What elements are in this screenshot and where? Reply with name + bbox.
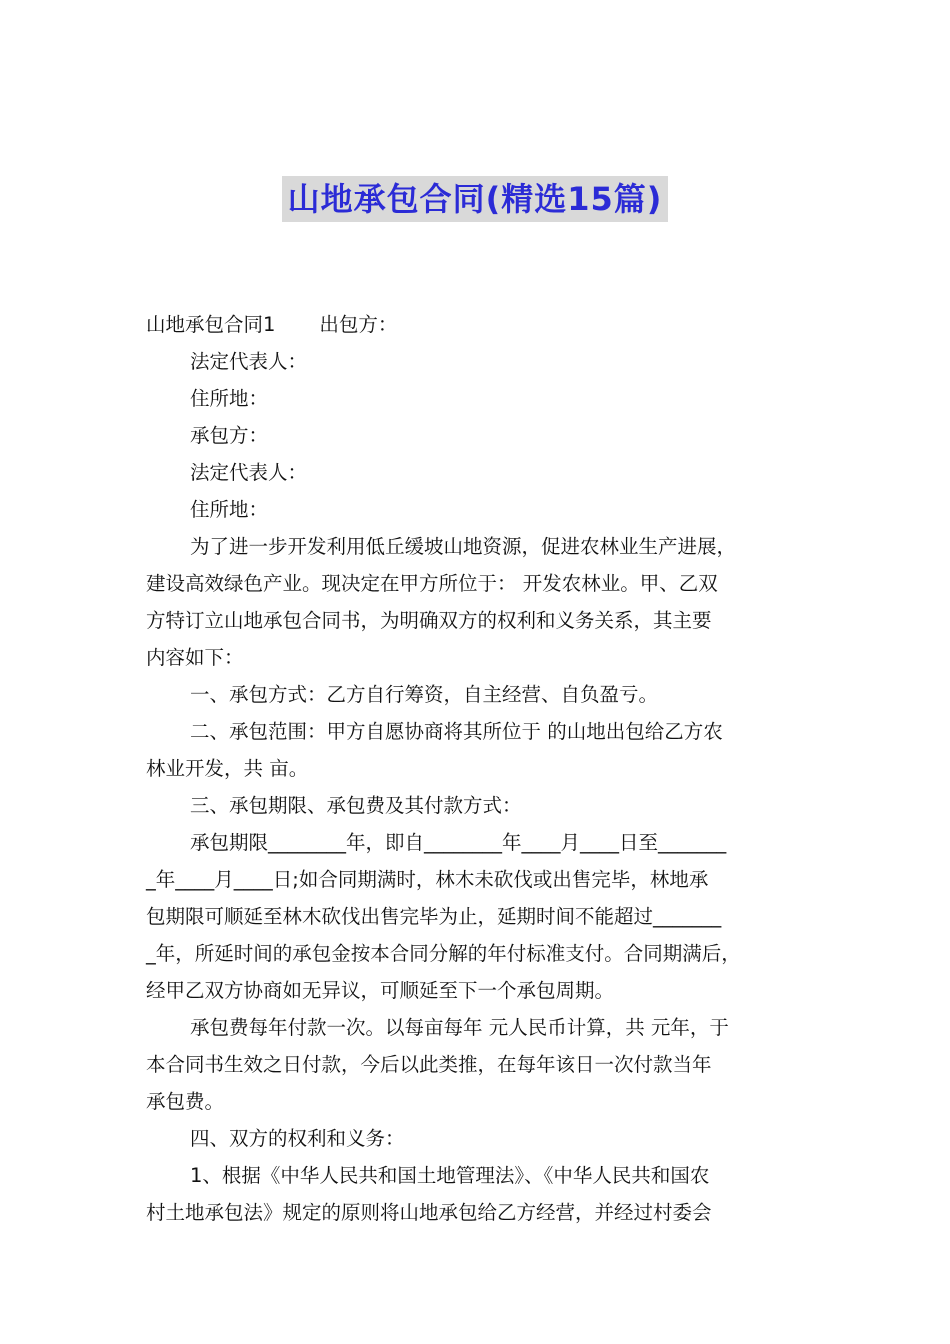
title-container [0,176,950,222]
paragraph-rights-heading [146,1120,811,1157]
paragraph-line: 承包期限________年，即自________年____月____日至_______ [190,831,727,854]
paragraph-line: _年，所延时间的承包金按本合同分解的年付标准支付。合同期满后， [146,942,741,965]
paragraph-contract-term [146,824,811,1009]
paragraph-line: 村土地承包法》规定的原则将山地承包给乙方经营，并经过村委会 [146,1201,712,1224]
paragraph-intro [146,528,811,676]
field-address: 住所地： [190,387,269,410]
paragraph-line: 四、双方的权利和义务： [190,1127,405,1150]
contract-number-label: 山地承包合同1 [146,313,276,336]
paragraph-line: 三、承包期限、承包费及其付款方式： [190,794,522,817]
paragraph-line: 方特订立山地承包合同书，为明确双方的权利和义务关系，其主要 [146,609,712,632]
paragraph-line: 为了进一步开发利用低丘缓坡山地资源，促进农林业生产进展， [190,535,737,558]
paragraph-contract-method [146,676,811,713]
paragraph-line: 内容如下： [146,646,244,669]
paragraph-rights-item-1 [146,1157,811,1231]
paragraph-line: 林业开发，共 亩。 [146,757,309,780]
paragraph-line: 二、承包范围：甲方自愿协商将其所位于 的山地出包给乙方农 [190,720,723,743]
field-legal-representative: 法定代表人： [190,350,308,373]
paragraph-line: 承包费。 [146,1090,225,1113]
paragraph-line: _年____月____日;如合同期满时，林木未砍伐或出售完毕，林地承 [146,868,709,891]
paragraph-line: 建设高效绿色产业。现决定在甲方所位于： 开发农林业。甲、乙双 [146,572,718,595]
paragraph-line: 本合同书生效之日付款，今后以此类推，在每年该日一次付款当年 [146,1053,712,1076]
paragraph-line: 承包费每年付款一次。以每亩每年 元人民币计算，共 元年，于 [190,1016,729,1039]
paragraph-term-heading [146,787,811,824]
paragraph-contract-fee [146,1009,811,1120]
document-body [146,306,811,1231]
paragraph-line: 包期限可顺延至林木砍伐出售完毕为止，延期时间不能超过_______ [146,905,722,928]
paragraph-contract-scope [146,713,811,787]
paragraph-line: 1、根据《中华人民共和国土地管理法》、《中华人民共和国农 [190,1164,710,1187]
paragraph-line: 一、承包方式：乙方自行筹资，自主经营、自负盈亏。 [190,683,659,706]
field-legal-representative-2: 法定代表人： [190,461,308,484]
contractor-field-label: 出包方： [319,313,398,336]
field-address-2: 住所地： [190,498,269,521]
paragraph-line: 经甲乙双方协商如无异议，可顺延至下一个承包周期。 [146,979,615,1002]
document-title: 山地承包合同(精选15篇) [282,176,669,222]
contract-heading-line [146,306,811,343]
field-contractee: 承包方： [190,424,269,447]
